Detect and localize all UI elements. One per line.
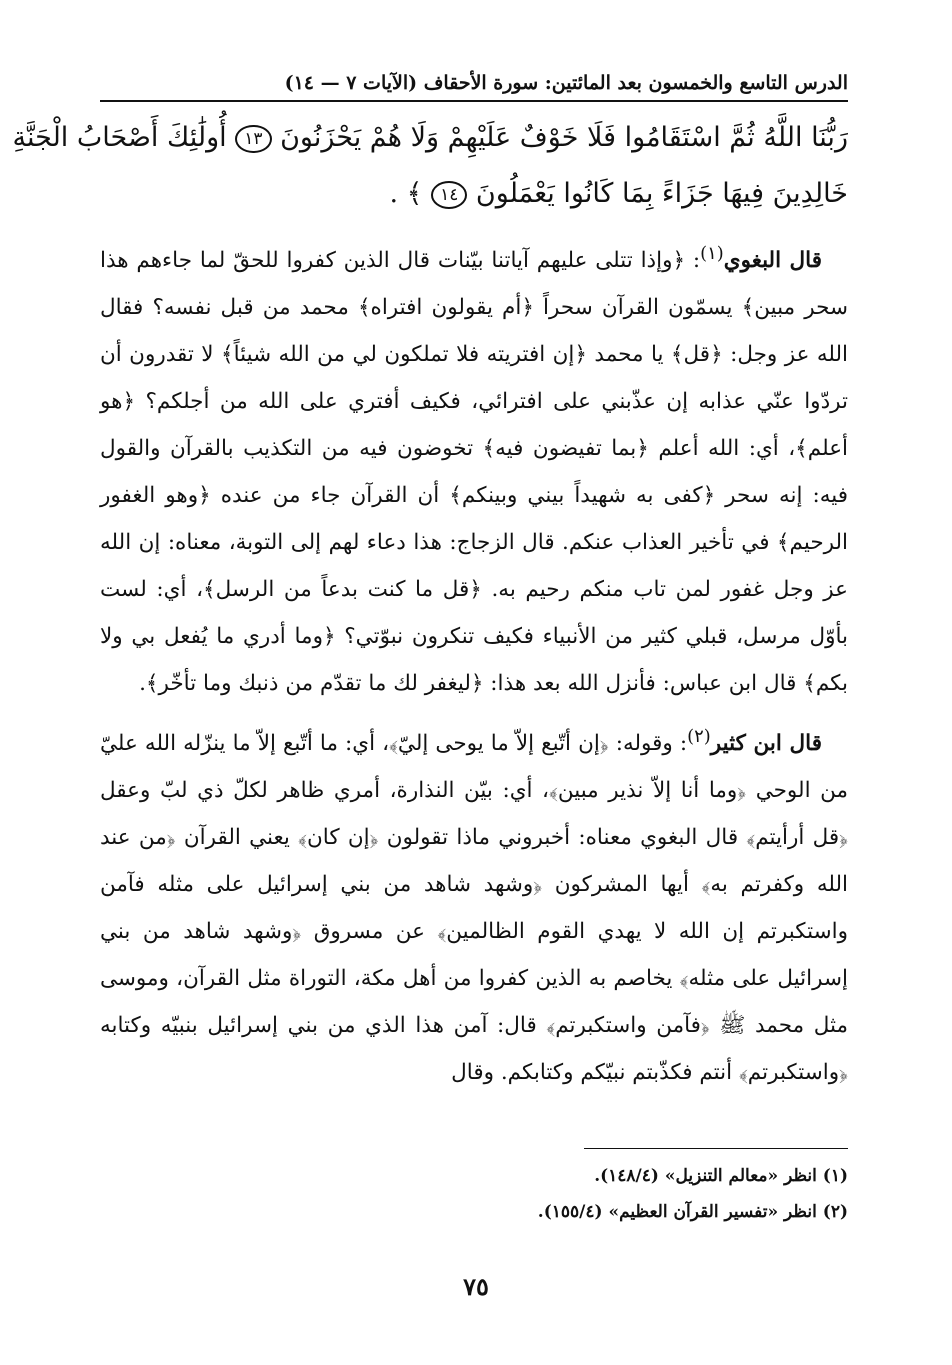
paragraph-ibn-kathir — [100, 713, 848, 1096]
paragraph-ibn-kathir-text: : وقوله: ﴿إن أتّبع إلاّ ما يوحى إليّ﴾، أي: ما أتّبع إلاّ ما ينزّله الله عليّ من الوحي ﴿وما أنا إلاّ نذير مبين﴾، أي: بيّن النذارة، أمري ظاهر لكلّ ذي لبّ وعقل ﴿قل أرأيتم﴾ قال البغوي معناه: أخبروني ماذا تقولون ﴿إن كان﴾ يعني القرآن ﴿من عند الله وكفرتم به﴾ أيها المشركون ﴿وشهد شاهد من بني إسرائيل على مثله فآمن واستكبرتم إن الله لا يهدي القوم الظالمين﴾ عن مسروق ﴿وشهد شاهد من بني إسرائيل على مثله﴾ يخاصم به الذين كفروا من أهل مكة، التوراة مثل القرآن، وموسى مثل محمد ﷺ ﴿فآمن واستكبرتم﴾ قال: آمن هذا الذي من بني إسرائيل بنبيّه وكتابه ﴿واستكبرتم﴾ أنتم فكذّبتم نبيّكم وكتابكم. وقال — [100, 731, 848, 1086]
ayah-number-13: ١٣ — [235, 125, 271, 153]
quran-line-2 — [100, 166, 848, 222]
footnote-ref-1: (١) — [700, 243, 724, 264]
footnote-1: (١) انظر «معالم التنزيل» (١٤٨/٤). — [594, 1166, 848, 1186]
speaker-baghawi: قال البغوي — [723, 248, 823, 274]
quran-line-1 — [12, 110, 848, 166]
commentary-body — [100, 230, 848, 1102]
running-header: الدرس التاسع والخمسون بعد المائتين: سورة الأحقاف (الآيات ٧ — ١٤) — [100, 72, 848, 102]
page-number: ٧٥ — [463, 1272, 489, 1301]
footnote-separator — [584, 1148, 848, 1149]
verse-close: ﴾ . — [389, 178, 423, 209]
quran-verses — [12, 110, 848, 222]
paragraph-baghawi — [100, 230, 848, 707]
footnote-2: (٢) انظر «تفسير القرآن العظيم» (١٥٥/٤). — [537, 1202, 848, 1222]
footnote-ref-2: (٢) — [687, 726, 711, 748]
verse-14-text: خَالِدِينَ فِيهَا جَزَاءً بِمَا كَانُوا يَعْمَلُونَ — [475, 178, 848, 209]
speaker-ibn-kathir: قال ابن كثير — [710, 731, 822, 757]
paragraph-baghawi-text: : ﴿وإذا تتلى عليهم آياتنا بيّنات قال الذين كفروا للحقّ لما جاءهم هذا سحر مبين﴾ يسمّون القرآن سحراً ﴿أم يقولون افتراه﴾ محمد من قبل نفسه؟ فقال الله عز وجل: ﴿قل﴾ يا محمد ﴿إن افتريته فلا تملكون لي من الله شيئاً﴾ لا تقدرون أن تردّوا عنّي عذابه إن عذّبني على افترائي، فكيف أفتري على الله من أجلكم؟ ﴿هو أعلم﴾، أي: الله أعلم ﴿بما تفيضون فيه﴾ تخوضون فيه من التكذيب بالقرآن والقول فيه: إنه سحر ﴿كفى به شهيداً بيني وبينكم﴾ أن القرآن جاء من عنده ﴿وهو الغفور الرحيم﴾ في تأخير العذاب عنكم. قال الزجاج: هذا دعاء لهم إلى التوبة، معناه: إن الله عز وجل غفور لمن تاب منكم رحيم به. ﴿قل ما كنت بدعاً من الرسل﴾، أي: لست بأوّل مرسل، قبلي كثير من الأنبياء فكيف تنكرون نبوّتي؟ ﴿وما أدري ما يُفعل بي ولا بكم﴾ قال ابن عباس: فأنزل الله بعد هذا: ﴿ليغفر لك ما تقدّم من ذنبك وما تأخّر﴾. — [100, 248, 848, 697]
ayah-number-14: ١٤ — [431, 181, 467, 209]
footnotes — [248, 1158, 848, 1230]
verse-14-start: أُولَٰئِكَ أَصْحَابُ الْجَنَّةِ — [12, 122, 227, 153]
verse-13-text: رَبُّنَا اللَّهُ ثُمَّ اسْتَقَامُوا فَلَا خَوْفٌ عَلَيْهِمْ وَلَا هُمْ يَحْزَنُونَ — [280, 122, 848, 153]
